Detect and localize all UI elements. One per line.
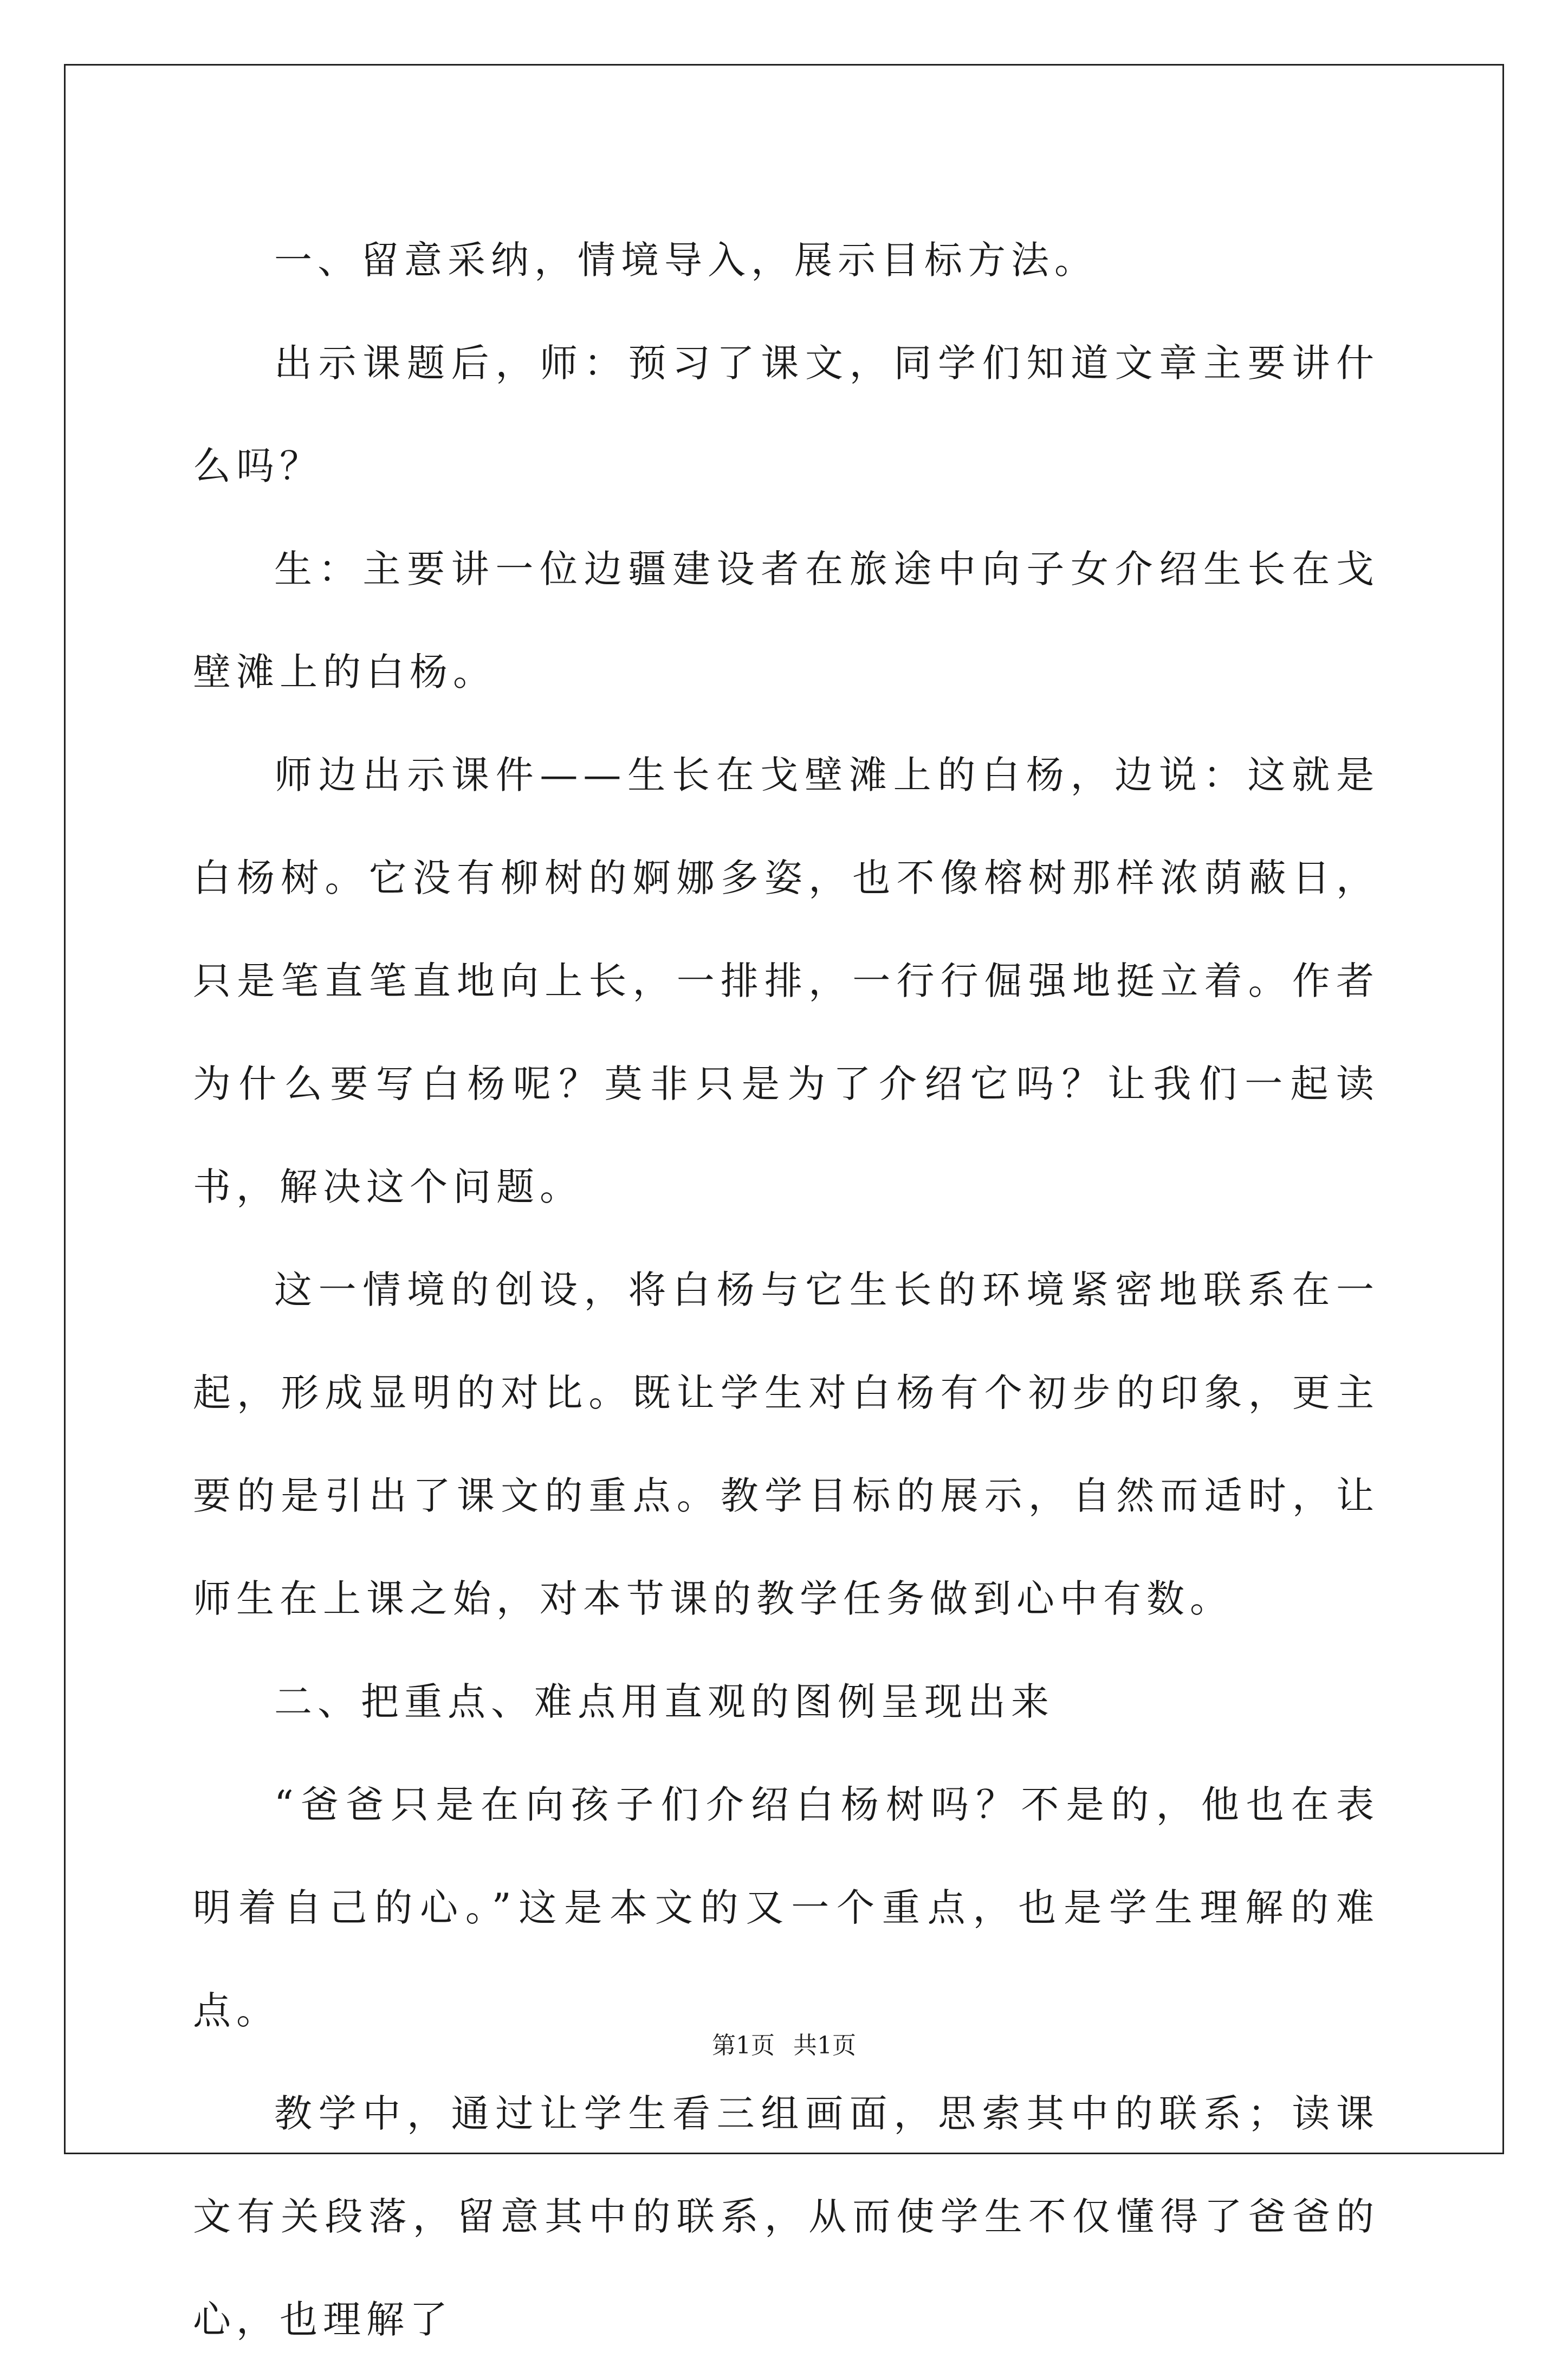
paragraph: 一、留意采纳，情境导入，展示目标方法。 [274, 238, 1098, 282]
paragraph: 师边出示课件——生长在戈壁滩上的白杨，边说：这就是白杨树。它没有柳树的婀娜多姿，也不像榕树那样浓荫蔽日，只是笔直笔直地向上长，一排排，一行行倔强地挺立着。作者为什么要写白杨呢？莫非只是为了介绍它吗？让我们一起读书，解决这个问题。 [193, 753, 1379, 1209]
paragraph: 二、把重点、难点用直观的图例呈现出来 [274, 1679, 1054, 1724]
paragraph: 出示课题后，师：预习了课文，同学们知道文章主要讲什么吗？ [193, 341, 1379, 488]
page-footer [0, 2030, 1568, 2062]
paragraph: 教学中，通过让学生看三组画面，思索其中的联系；读课文有关段落，留意其中的联系，从而使学生不仅懂得了爸爸的心，也理解了 [193, 2091, 1379, 2342]
paragraph: 这一情境的创设，将白杨与它生长的环境紧密地联系在一起，形成显明的对比。既让学生对白杨有个初步的印象，更主要的是引出了课文的重点。教学目标的展示，自然而适时，让师生在上课之始，对本节课的教学任务做到心中有数。 [193, 1268, 1379, 1621]
page-total: 共1页 [793, 2032, 856, 2059]
paragraph: “爸爸只是在向孩子们介绍白杨树吗？不是的，他也在表明着自己的心。”这是本文的又一个重点，也是学生理解的难点。 [193, 1782, 1379, 2033]
page-number: 第1页 [712, 2032, 775, 2059]
paragraph: 生：主要讲一位边疆建设者在旅途中向子女介绍生长在戈壁滩上的白杨。 [193, 547, 1379, 694]
